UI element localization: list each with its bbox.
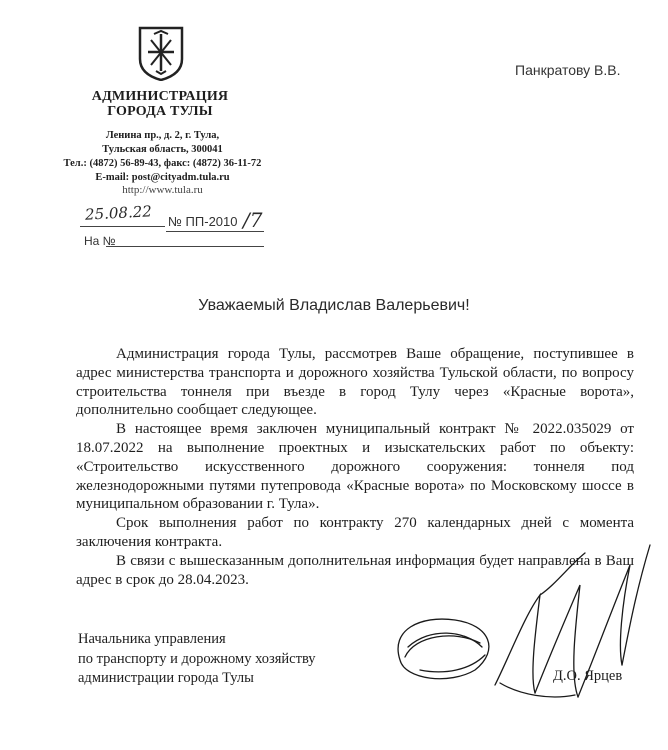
reply-to-underline bbox=[106, 246, 264, 247]
signatory-title-line: Начальника управления bbox=[78, 631, 226, 647]
website-link[interactable]: http://www.tula.ru bbox=[122, 184, 203, 196]
org-name-line1: АДМИНИСТРАЦИЯ bbox=[91, 89, 229, 104]
address-line2: Тульская область, 300041 bbox=[102, 144, 223, 155]
salutation: Уважаемый Владислав Валерьевич! bbox=[198, 297, 470, 314]
body-paragraph: Срок выполнения работ по контракту 270 календарных дней с момента заключения контракта. bbox=[76, 515, 634, 550]
org-name-line2: ГОРОДА ТУЛЫ bbox=[107, 104, 213, 119]
body-paragraph: Администрация города Тулы, рассмотрев Ваше обращение, поступившее в адрес министерства транспорта и дорожного хозяйства Тульской области, по вопросу строительства тоннеля при въезде в город Тулу через «Красные ворота», дополнительно сообщает следующее. bbox=[76, 346, 634, 419]
registration-date-handwritten: 25.08.22 bbox=[84, 202, 153, 224]
signatory-title bbox=[78, 630, 316, 689]
email-line: E-mail: post@cityadm.tula.ru bbox=[95, 172, 230, 183]
registration-number: № ПП-2010 bbox=[168, 214, 238, 229]
signatory-title-line: по транспорту и дорожному хозяйству bbox=[78, 650, 316, 667]
date-underline bbox=[80, 226, 165, 227]
body-paragraph: В настоящее время заключен муниципальный контракт № 2022.035029 от 18.07.2022 на выполнение проектных и изыскательских работ по объекту: «Строительство искусственного дорожного сооружения: тоннеля под железнодорожными путями путепровода «Красные ворота» по Московскому шоссе в муниципальном образовании г. Тула». bbox=[76, 421, 634, 513]
reply-to-label: На № bbox=[84, 234, 116, 248]
registration-number-suffix-handwritten: /7 bbox=[243, 208, 263, 232]
address-line1: Ленина пр., д. 2, г. Тула, bbox=[105, 130, 220, 141]
signatory-name: Д.О. Ярцев bbox=[553, 668, 623, 684]
body-paragraph: В связи с вышесказанным дополнительная информация будет направлена в Ваш адрес в срок до 28.04.2023. bbox=[76, 552, 634, 588]
recipient-name: Панкратову В.В. bbox=[515, 62, 621, 78]
phone-line: Тел.: (4872) 56-89-43, факс: (4872) 36-11-72 bbox=[63, 158, 262, 169]
city-emblem-icon bbox=[137, 25, 185, 81]
signatory-title-line: администрации города Тулы bbox=[78, 670, 254, 686]
